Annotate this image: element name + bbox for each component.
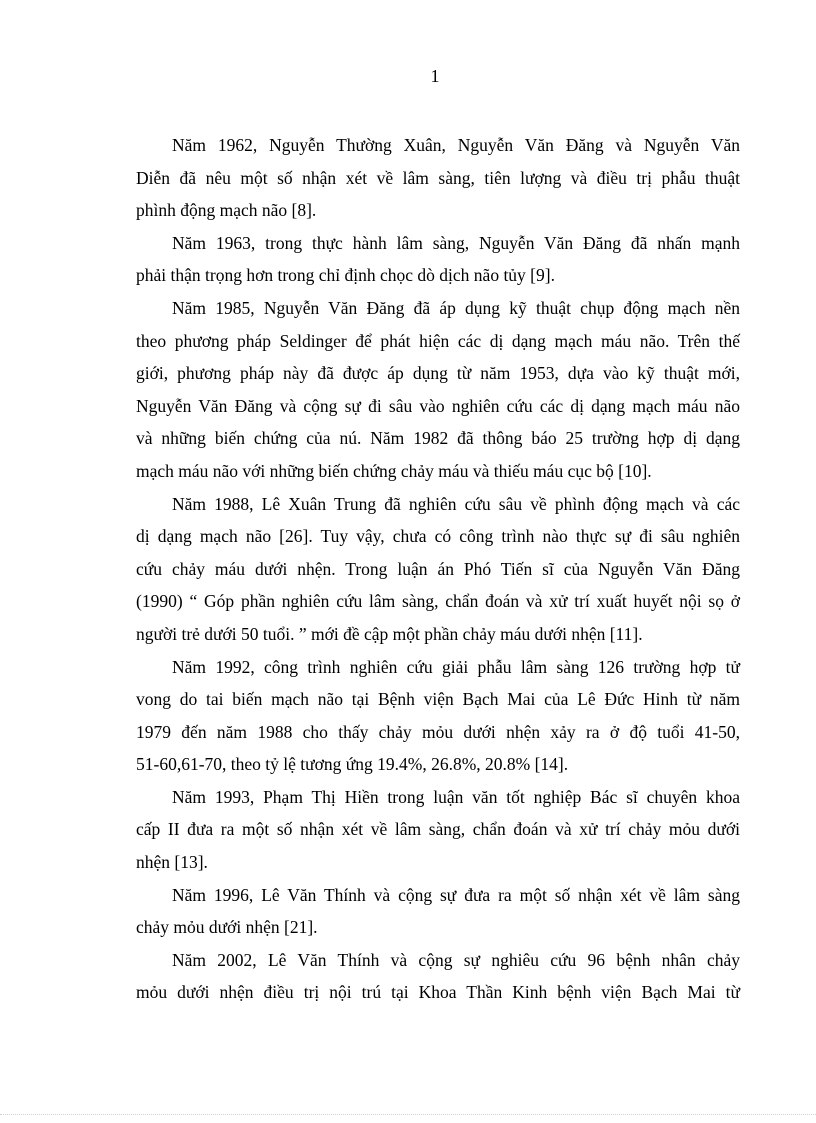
paragraph-line: chảy mỏu dưới nhện [21].: [136, 917, 318, 938]
paragraph-line: mạch máu não với những biến chứng chảy máu và thiếu máu cục bộ [10].: [136, 460, 652, 481]
paragraph-line: 1979 đến năm 1988 cho thấy chảy mỏu dưới nhện xảy ra ở độ tuổi 41-50,: [136, 721, 740, 742]
paragraph-line: Diễn đã nêu một số nhận xét về lâm sàng, tiên lượng và điều trị phẫu thuật: [136, 167, 740, 188]
paragraph-line: cấp II đưa ra một số nhận xét về lâm sàng, chẩn đoán và xử trí chảy mỏu dưới: [136, 819, 740, 840]
paragraph-line: phải thận trọng hơn trong chỉ định chọc dò dịch não tủy [9].: [136, 265, 555, 286]
paragraph-line: mỏu dưới nhện điều trị nội trú tại Khoa Thần Kinh bệnh viện Bạch Mai từ: [136, 982, 740, 1003]
page-number: 1: [430, 66, 440, 86]
paragraph-line: dị dạng mạch não [26]. Tuy vậy, chưa có công trình nào thực sự đi sâu nghiên: [136, 526, 740, 547]
paragraph-line: Năm 1985, Nguyễn Văn Đăng đã áp dụng kỹ thuật chụp động mạch nền: [172, 297, 740, 318]
paragraph-line: Năm 1988, Lê Xuân Trung đã nghiên cứu sâu về phình động mạch và các: [172, 493, 740, 514]
paragraph-line: theo phương pháp Seldinger để phát hiện các dị dạng mạch máu não. Trên thế: [136, 330, 740, 351]
paragraph-line: 51-60,61-70, theo tỷ lệ tương ứng 19.4%, 26.8%, 20.8% [14].: [136, 754, 569, 775]
paragraph-line: vong do tai biến mạch não tại Bệnh viện Bạch Mai của Lê Đức Hinh từ năm: [136, 689, 740, 710]
document-body: [136, 129, 740, 1009]
paragraph-line: (1990) “ Góp phần nghiên cứu lâm sàng, chẩn đoán và xử trí xuất huyết nội sọ ở: [136, 591, 740, 612]
paragraph-line: và những biến chứng của nú. Năm 1982 đã thông báo 25 trường hợp dị dạng: [136, 428, 740, 449]
paragraph-line: Năm 1963, trong thực hành lâm sàng, Nguyễn Văn Đăng đã nhấn mạnh: [172, 232, 740, 253]
paragraph-line: Năm 2002, Lê Văn Thính và cộng sự nghiêu cứu 96 bệnh nhân chảy: [172, 949, 740, 970]
paragraph-line: phình động mạch não [8].: [136, 200, 317, 221]
paragraph-line: Năm 1996, Lê Văn Thính và cộng sự đưa ra một số nhận xét về lâm sàng: [172, 884, 740, 905]
paragraph-line: giới, phương pháp này đã được áp dụng từ năm 1953, dựa vào kỹ thuật mới,: [136, 363, 740, 384]
paragraph-line: nhện [13].: [136, 852, 208, 873]
paragraph-line: Năm 1962, Nguyễn Thường Xuân, Nguyễn Văn Đăng và Nguyễn Văn: [172, 135, 740, 155]
paragraph-line: cứu chảy máu dưới nhện. Trong luận án Phó Tiến sĩ của Nguyễn Văn Đăng: [136, 558, 740, 579]
paragraph-line: người trẻ dưới 50 tuổi. ” mới đề cập một phần chảy máu dưới nhện [11].: [136, 623, 643, 644]
paragraph-line: Năm 1993, Phạm Thị Hiền trong luận văn tốt nghiệp Bác sĩ chuyên khoa: [172, 786, 740, 807]
page-bottom-rule: [0, 1114, 816, 1115]
paragraph-line: Nguyễn Văn Đăng và cộng sự đi sâu vào nghiên cứu các dị dạng mạch máu não: [136, 395, 740, 416]
paragraph-line: Năm 1992, công trình nghiên cứu giải phẫu lâm sàng 126 trường hợp tử: [172, 656, 740, 677]
